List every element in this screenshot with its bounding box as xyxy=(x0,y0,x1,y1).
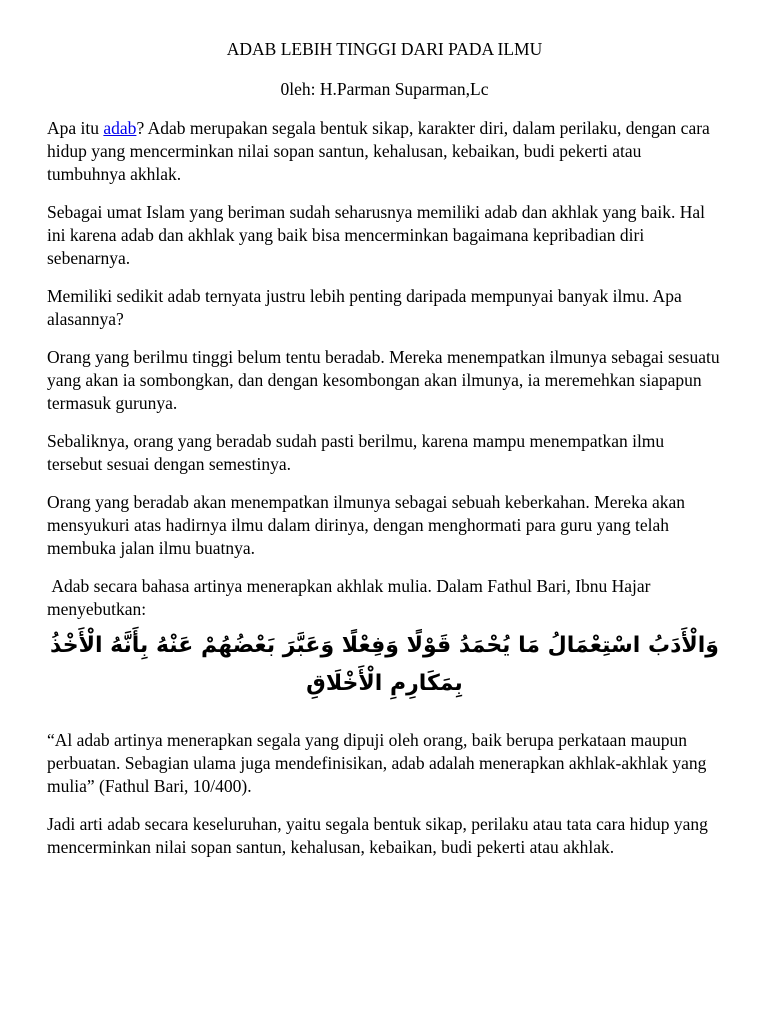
conclusion-paragraph: Jadi arti adab secara keseluruhan, yaitu segala bentuk sikap, perilaku atau tata cara hidup yang mencerminkan nilai sopan santun, kehalusan, kebaikan, budi pekerti atau akhlak. xyxy=(47,814,708,857)
paragraph-4: Sebaliknya, orang yang beradab sudah pasti berilmu, karena mampu menempatkan ilmu tersebut sesuai dengan semestinya. xyxy=(47,431,665,474)
paragraph-3: Orang yang berilmu tinggi belum tentu beradab. Mereka menempatkan ilmunya sebagai sesuatu yang akan ia sombongkan, dan dengan kesombongan akan ilmunya, ia meremehkan siapapun termasuk gurunya. xyxy=(47,347,720,413)
intro-prefix: Apa itu xyxy=(47,118,104,138)
paragraph-6: Adab secara bahasa artinya menerapkan akhlak mulia. Dalam Fathul Bari, Ibnu Hajar menyebutkan: xyxy=(47,576,651,619)
intro-suffix: ? Adab merupakan segala bentuk sikap, karakter diri, dalam perilaku, dengan cara hidup yang mencerminkan nilai sopan santun, kehalusan, kebaikan, budi pekerti atau tumbuhnya akhlak. xyxy=(47,118,710,184)
quote-translation: “Al adab artinya menerapkan segala yang dipuji oleh orang, baik berupa perkataan maupun perbuatan. Sebagian ulama juga mendefinisikan, adab adalah menerapkan akhlak-akhlak yang mulia” (Fathul Bari, 10/400). xyxy=(47,730,707,796)
paragraph-2: Memiliki sedikit adab ternyata justru lebih penting daripada mempunyai banyak ilmu. Apa alasannya? xyxy=(47,286,682,329)
paragraph-5: Orang yang beradab akan menempatkan ilmunya sebagai sebuah keberkahan. Mereka akan mensyukuri atas hadirnya ilmu dalam dirinya, dengan menghormati para guru yang telah membuka jalan ilmu buatnya. xyxy=(47,492,685,558)
adab-link[interactable]: adab xyxy=(103,118,137,138)
paragraph-1: Sebagai umat Islam yang beriman sudah seharusnya memiliki adab dan akhlak yang baik. Hal ini karena adab dan akhlak yang baik bisa mencerminkan bagaimana kepribadian diri sebenarnya. xyxy=(47,202,706,268)
document-author: 0leh: H.Parman Suparman,Lc xyxy=(280,79,489,99)
arabic-quote: وَالْأَدَبُ اسْتِعْمَالُ مَا يُحْمَدُ قَوْلًا وَفِعْلًا وَعَبَّرَ بَعْضُهُمْ عَنْهُ بِأَنَّهُ الْأَخْذُ بِمَكَارِمِ الْأَخْلَاقِ xyxy=(50,633,719,696)
document-title: ADAB LEBIH TINGGI DARI PADA ILMU xyxy=(226,39,543,59)
intro-paragraph xyxy=(47,117,722,186)
